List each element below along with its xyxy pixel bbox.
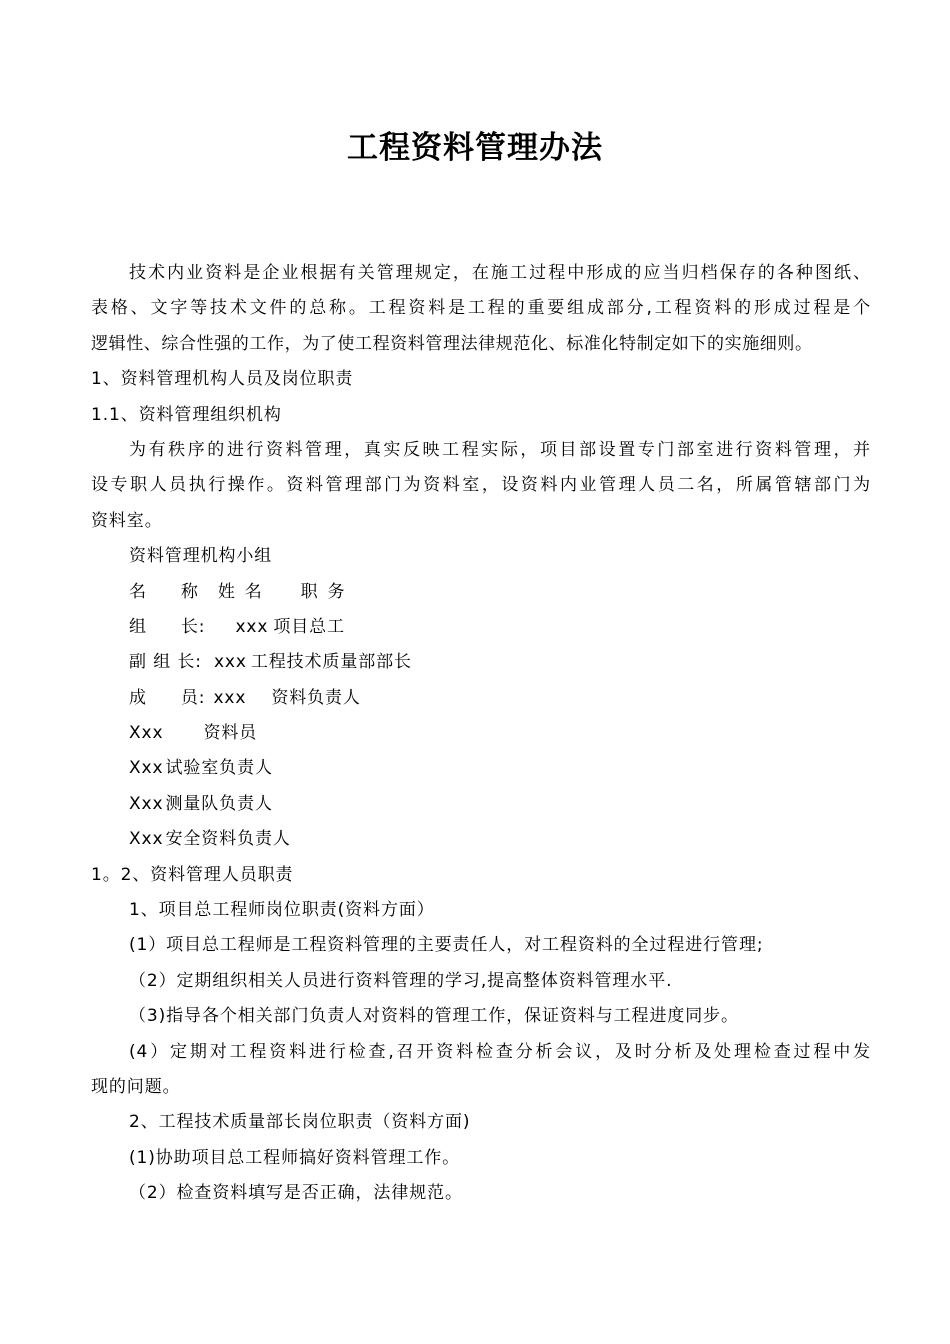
chief-item-1: (1）项目总工程师是工程资料管理的主要责任人，对工程资料的全过程进行管理; — [129, 935, 764, 956]
document-title: 工程资料管理办法 — [347, 130, 603, 166]
header-name-b: 称 — [180, 581, 199, 602]
header-name-a: 名 — [129, 581, 147, 602]
org-para-line-1: 为有秩序的进行资料管理，真实反映工程实际，项目部设置专门部室进行资料管理，并 — [129, 439, 871, 460]
quality-heading: 2、工程技术质量部长岗位职责（资料方面) — [129, 1112, 471, 1133]
group-other-row-4 — [91, 822, 871, 857]
group-other-row-3 — [91, 787, 871, 822]
quality-item-2: （2）检查资料填写是否正确，法律规范。 — [129, 1183, 463, 1204]
section-1-heading: 1、资料管理机构人员及岗位职责 — [91, 369, 354, 390]
other-name-1: Xxx — [129, 723, 164, 744]
group-other-row-2 — [91, 751, 871, 786]
group-other-row-1 — [91, 716, 871, 751]
other-duty-2: 试验室负责人 — [165, 758, 273, 779]
header-person-a: 姓 — [217, 581, 236, 602]
other-name-4: Xxx — [129, 829, 164, 850]
group-leader-row — [91, 610, 871, 645]
chief-heading: 1、项目总工程师岗位职责(资料方面） — [129, 900, 435, 921]
quality-item-1: (1)协助项目总工程师搞好资料管理工作。 — [129, 1147, 461, 1168]
chief-item-2: （2）定期组织相关人员进行资料管理的学习,提高整体资料管理水平. — [129, 970, 673, 991]
header-person-b: 名 — [244, 581, 263, 602]
section-1-1-heading: 1.1、资料管理组织机构 — [91, 404, 282, 425]
intro-line-1: 技术内业资料是企业根据有关管理规定，在施工过程中形成的应当归档保存的各种图纸、 — [129, 263, 871, 283]
group-header-row — [91, 575, 871, 610]
leader-name: xxx — [235, 616, 269, 637]
leader-label-a: 组 — [129, 616, 147, 637]
chief-item-3: （3)指导各个相关部门负责人对资料的管理工作，保证资料与工程进度同步。 — [129, 1006, 739, 1027]
deputy-name: xxx — [213, 652, 247, 673]
group-member-row — [91, 681, 871, 716]
member-name: xxx — [213, 687, 247, 708]
other-duty-3: 测量队负责人 — [165, 793, 273, 814]
org-para-line-3: 资料室。 — [91, 510, 163, 531]
leader-label-b: 长: — [180, 616, 206, 637]
other-duty-4: 安全资料负责人 — [165, 829, 291, 850]
leader-duty: 项目总工 — [273, 616, 345, 637]
header-duty-b: 务 — [327, 581, 346, 602]
other-duty-1: 资料员 — [203, 723, 258, 744]
intro-line-2: 表格、文字等技术文件的总称。工程资料是工程的重要组成部分,工程资料的形成过程是个 — [91, 298, 871, 319]
member-label-a: 成 — [129, 687, 147, 708]
section-1-2-heading: 1。2、资料管理人员职责 — [91, 864, 294, 885]
deputy-label: 副 组 长: — [129, 652, 202, 673]
chief-item-4-line-2: 现的问题。 — [91, 1076, 181, 1097]
chief-item-4-line-1: (4）定期对工程资料进行检查,召开资料检查分析会议，及时分析及处理检查过程中发 — [129, 1041, 871, 1062]
document-body — [91, 256, 871, 1212]
header-duty-a: 职 — [300, 581, 319, 602]
group-title: 资料管理机构小组 — [129, 546, 273, 567]
org-para-line-2: 设专职人员执行操作。资料管理部门为资料室，设资料内业管理人员二名，所属管辖部门为 — [91, 475, 871, 496]
group-deputy-row — [91, 645, 871, 680]
intro-line-3: 逻辑性、综合性强的工作，为了使工程资料管理法律规范化、标准化特制定如下的实施细则。 — [91, 333, 813, 354]
member-label-b: 员: — [180, 687, 206, 708]
other-name-2: Xxx — [129, 758, 164, 779]
other-name-3: Xxx — [129, 793, 164, 814]
member-duty: 资料负责人 — [271, 687, 361, 708]
deputy-duty: 工程技术质量部部长 — [250, 652, 412, 673]
